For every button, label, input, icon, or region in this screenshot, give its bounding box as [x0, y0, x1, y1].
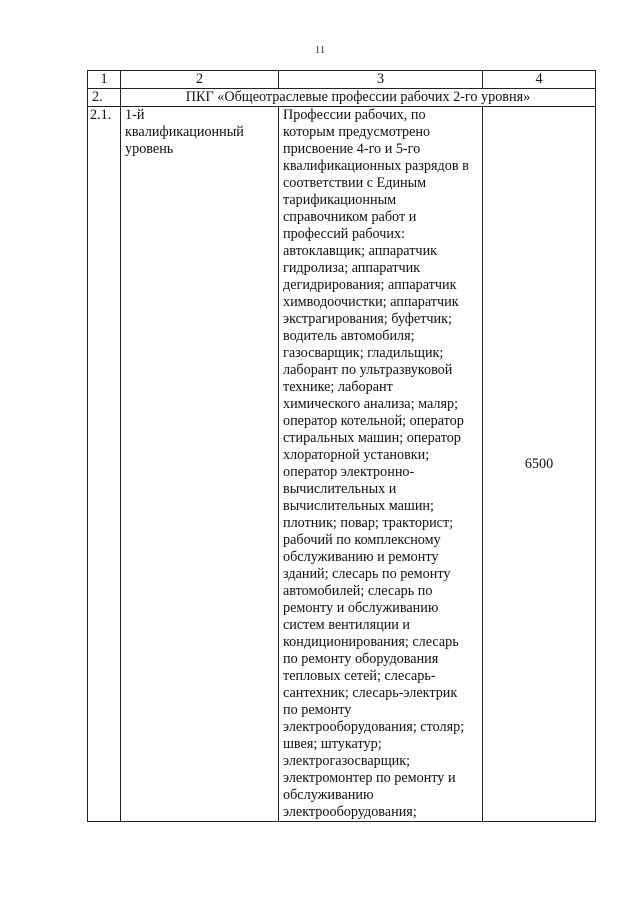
description-line: плотник; повар; тракторист; — [283, 515, 454, 531]
description-line: профессий рабочих: — [283, 226, 406, 242]
qualification-level-line: уровень — [125, 141, 174, 157]
description-line: технике; лаборант — [283, 379, 393, 395]
column-number-2: 2 — [121, 71, 279, 89]
description-line: химводоочистки; аппаратчик — [283, 294, 459, 310]
description-line: обслуживанию и ремонту — [283, 549, 439, 565]
description-line: электрооборудования; — [283, 804, 417, 820]
qualification-level-line: квалификационный — [125, 124, 244, 140]
description-line: рабочий по комплексному — [283, 532, 441, 548]
description-line: вычислительных и — [283, 481, 397, 497]
professions-description — [279, 107, 483, 822]
description-line: гидролиза; аппаратчик — [283, 260, 421, 276]
group-row — [88, 89, 596, 107]
description-line: лаборант по ультразвуковой — [283, 362, 453, 378]
description-line: систем вентиляции и — [283, 617, 411, 633]
description-line: тепловых сетей; слесарь- — [283, 668, 436, 684]
description-line: химического анализа; маляр; — [283, 396, 459, 412]
description-line: газосварщик; гладильщик; — [283, 345, 444, 361]
description-line: зданий; слесарь по ремонту — [283, 566, 451, 582]
description-line: дегидрирования; аппаратчик — [283, 277, 457, 293]
description-line: справочником работ и — [283, 209, 417, 225]
description-line: оператор котельной; оператор — [283, 413, 464, 429]
description-line: хлораторной установки; — [283, 447, 430, 463]
description-line: оператор электронно- — [283, 464, 415, 480]
description-line: автоклавщик; аппаратчик — [283, 243, 438, 259]
page-number: 11 — [314, 44, 326, 56]
row-number: 2.1. — [88, 107, 121, 822]
description-line: Профессии рабочих, по — [283, 107, 426, 123]
description-line: электрогазосварщик; — [283, 753, 411, 769]
description-line: ремонту и обслуживанию — [283, 600, 439, 616]
description-line: электромонтер по ремонту и — [283, 770, 456, 786]
column-number-4: 4 — [483, 71, 596, 89]
salary-table — [87, 70, 596, 822]
group-number: 2. — [88, 89, 121, 107]
qualification-level — [121, 107, 279, 822]
description-line: обслуживанию — [283, 787, 374, 803]
description-line: автомобилей; слесарь по — [283, 583, 433, 599]
description-line: водитель автомобиля; — [283, 328, 415, 344]
description-line: кондиционирования; слесарь — [283, 634, 459, 650]
salary-value: 6500 — [483, 107, 596, 822]
description-line: стиральных машин; оператор — [283, 430, 461, 446]
description-line: квалификационных разрядов в — [283, 158, 469, 174]
description-line: вычислительных машин; — [283, 498, 434, 514]
qualification-level-line: 1-й — [125, 107, 145, 123]
description-line: экстрагирования; буфетчик; — [283, 311, 452, 327]
description-line: тарификационным — [283, 192, 397, 208]
description-line: присвоение 4-го и 5-го — [283, 141, 421, 157]
description-line: швея; штукатур; — [283, 736, 382, 752]
description-line: по ремонту — [283, 702, 352, 718]
table-row — [88, 107, 596, 822]
description-line: электрооборудования; столяр; — [283, 719, 465, 735]
description-line: соответствии с Единым — [283, 175, 427, 191]
group-title: ПКГ «Общеотраслевые профессии рабочих 2-го уровня» — [121, 89, 596, 107]
column-number-1: 1 — [88, 71, 121, 89]
column-number-3: 3 — [279, 71, 483, 89]
table-header-row — [88, 71, 596, 89]
description-line: сантехник; слесарь-электрик — [283, 685, 458, 701]
description-line: по ремонту оборудования — [283, 651, 439, 667]
description-line: которым предусмотрено — [283, 124, 431, 140]
